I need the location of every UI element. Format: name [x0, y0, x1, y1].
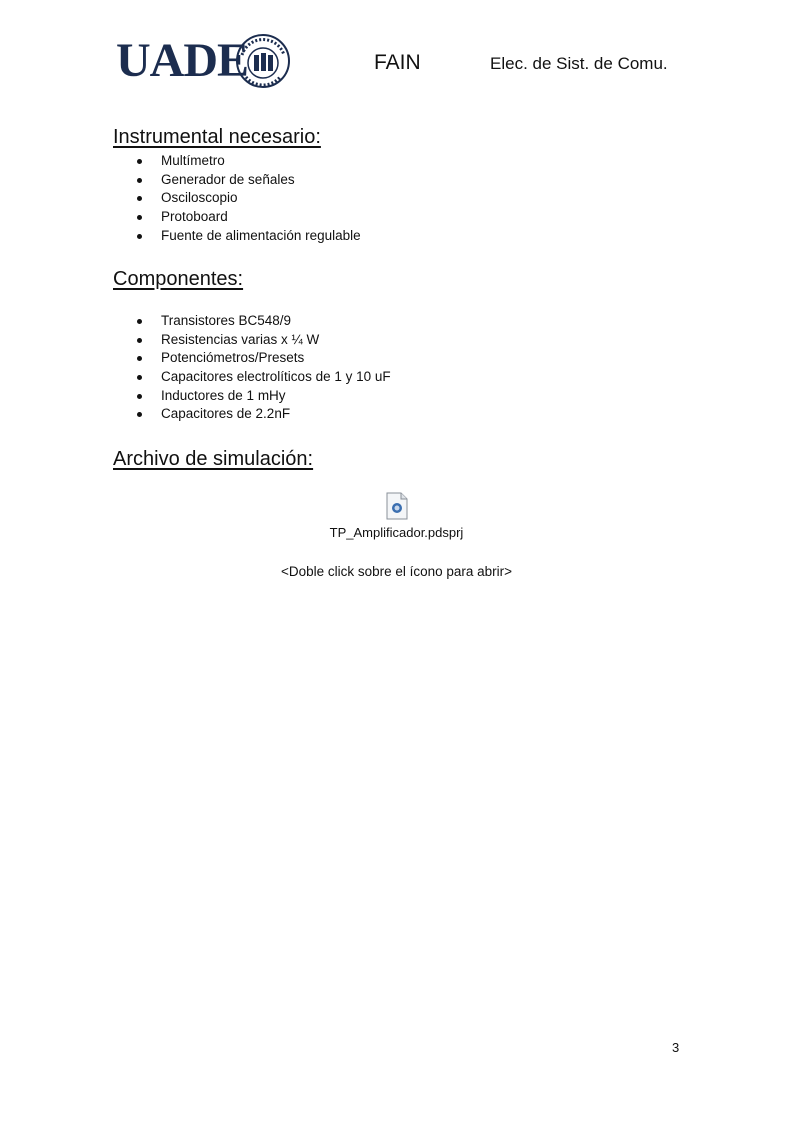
list-item-label: Resistencias varias x ¼ W [161, 331, 320, 347]
bullet-icon [137, 159, 142, 164]
simulation-file-link[interactable]: TP_Amplificador.pdsprj [329, 525, 464, 540]
list-item-label: Capacitores de 2.2nF [161, 406, 291, 422]
section-title-archivo: Archivo de simulación: [113, 448, 314, 470]
list-item-label: Fuente de alimentación regulable [161, 227, 361, 243]
list-item-label: Transistores BC548/9 [161, 313, 292, 328]
bullet-icon [137, 394, 142, 399]
logo-text: UADE [116, 34, 249, 87]
list-item-label: Inductores de 1 mHy [161, 387, 286, 403]
faculty-label: FAIN [374, 51, 421, 74]
bullet-icon [137, 412, 142, 417]
list-item-label: Potenciómetros/Presets [161, 350, 305, 366]
foundation-seal-icon [234, 33, 292, 89]
list-item [113, 171, 361, 190]
bullet-icon [137, 234, 142, 239]
list-item [113, 331, 391, 350]
list-item [113, 349, 391, 368]
section-title-instrumental: Instrumental necesario: [113, 126, 321, 148]
list-item [113, 368, 391, 387]
list-item [113, 227, 361, 246]
section-title-componentes: Componentes: [113, 268, 244, 290]
bullet-icon [137, 356, 142, 361]
bullet-icon [137, 196, 142, 201]
list-item-label: Capacitores electrolíticos de 1 y 10 uF [161, 369, 391, 385]
list-item [113, 208, 361, 227]
bullet-icon [137, 375, 142, 380]
bullet-icon [137, 338, 142, 343]
bullet-icon [137, 319, 142, 324]
list-item-label: Multímetro [161, 153, 225, 168]
list-item [113, 405, 391, 424]
course-label: Elec. de Sist. de Comu. [490, 54, 668, 73]
instrumental-list [113, 152, 361, 245]
open-hint: <Doble click sobre el ícono para abrir> [280, 564, 513, 579]
page-number: 3 [672, 1040, 680, 1055]
uade-logo [116, 33, 296, 89]
componentes-list [113, 312, 391, 424]
list-item-label: Osciloscopio [161, 190, 238, 206]
list-item-label: Generador de señales [161, 171, 295, 187]
bullet-icon [137, 215, 142, 220]
list-item [113, 387, 391, 406]
list-item-label: Protoboard [161, 209, 228, 225]
list-item [113, 189, 361, 208]
document-icon[interactable] [386, 492, 408, 520]
bullet-icon [137, 178, 142, 183]
list-item [113, 312, 391, 331]
list-item [113, 152, 361, 171]
